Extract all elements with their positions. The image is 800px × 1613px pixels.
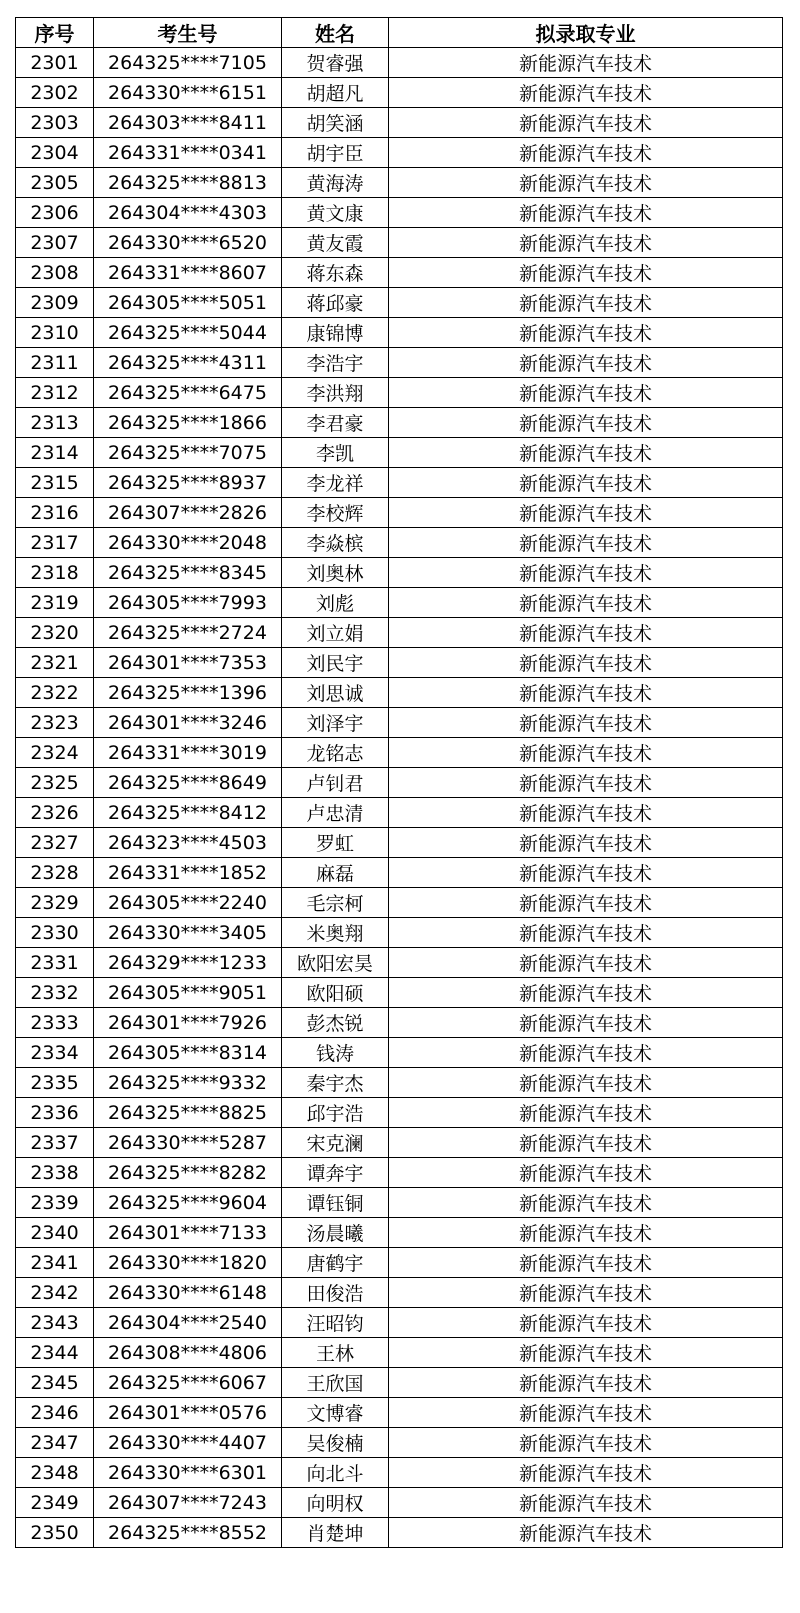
cell-name: 蒋邱豪 — [282, 288, 389, 318]
cell-seq: 2310 — [16, 318, 94, 348]
cell-exam-id: 264325****1396 — [94, 678, 282, 708]
cell-name: 宋克澜 — [282, 1128, 389, 1158]
cell-seq: 2343 — [16, 1308, 94, 1338]
cell-name: 邱宇浩 — [282, 1098, 389, 1128]
cell-major: 新能源汽车技术 — [389, 738, 783, 768]
cell-major: 新能源汽车技术 — [389, 438, 783, 468]
cell-seq: 2316 — [16, 498, 94, 528]
cell-major: 新能源汽车技术 — [389, 258, 783, 288]
cell-exam-id: 264303****8411 — [94, 108, 282, 138]
table-row — [16, 258, 783, 288]
cell-exam-id: 264325****8813 — [94, 168, 282, 198]
cell-seq: 2307 — [16, 228, 94, 258]
table-row — [16, 1338, 783, 1368]
cell-major: 新能源汽车技术 — [389, 1488, 783, 1518]
cell-seq: 2325 — [16, 768, 94, 798]
cell-exam-id: 264301****3246 — [94, 708, 282, 738]
cell-name: 欧阳宏昊 — [282, 948, 389, 978]
cell-exam-id: 264305****8314 — [94, 1038, 282, 1068]
cell-major: 新能源汽车技术 — [389, 408, 783, 438]
cell-major: 新能源汽车技术 — [389, 1188, 783, 1218]
cell-exam-id: 264330****5287 — [94, 1128, 282, 1158]
cell-seq: 2347 — [16, 1428, 94, 1458]
cell-exam-id: 264330****6148 — [94, 1278, 282, 1308]
cell-seq: 2304 — [16, 138, 94, 168]
cell-seq: 2328 — [16, 858, 94, 888]
cell-name: 田俊浩 — [282, 1278, 389, 1308]
cell-name: 刘民宇 — [282, 648, 389, 678]
cell-major: 新能源汽车技术 — [389, 558, 783, 588]
cell-seq: 2348 — [16, 1458, 94, 1488]
table-row — [16, 108, 783, 138]
cell-exam-id: 264330****1820 — [94, 1248, 282, 1278]
cell-major: 新能源汽车技术 — [389, 468, 783, 498]
cell-seq: 2303 — [16, 108, 94, 138]
cell-name: 李浩宇 — [282, 348, 389, 378]
cell-major: 新能源汽车技术 — [389, 1338, 783, 1368]
header-exam-id: 考生号 — [94, 18, 282, 48]
table-row — [16, 1308, 783, 1338]
header-name: 姓名 — [282, 18, 389, 48]
table-row — [16, 438, 783, 468]
table-row — [16, 168, 783, 198]
cell-exam-id: 264307****2826 — [94, 498, 282, 528]
table-row — [16, 1098, 783, 1128]
cell-seq: 2350 — [16, 1518, 94, 1548]
table-row — [16, 648, 783, 678]
cell-name: 康锦博 — [282, 318, 389, 348]
cell-exam-id: 264325****8649 — [94, 768, 282, 798]
cell-exam-id: 264325****1866 — [94, 408, 282, 438]
cell-major: 新能源汽车技术 — [389, 618, 783, 648]
table-row — [16, 978, 783, 1008]
cell-seq: 2314 — [16, 438, 94, 468]
cell-seq: 2344 — [16, 1338, 94, 1368]
cell-major: 新能源汽车技术 — [389, 1428, 783, 1458]
cell-exam-id: 264325****9332 — [94, 1068, 282, 1098]
cell-exam-id: 264305****5051 — [94, 288, 282, 318]
cell-major: 新能源汽车技术 — [389, 198, 783, 228]
cell-major: 新能源汽车技术 — [389, 1368, 783, 1398]
cell-name: 钱涛 — [282, 1038, 389, 1068]
cell-exam-id: 264305****7993 — [94, 588, 282, 618]
cell-major: 新能源汽车技术 — [389, 648, 783, 678]
cell-seq: 2332 — [16, 978, 94, 1008]
cell-major: 新能源汽车技术 — [389, 1128, 783, 1158]
table-row — [16, 948, 783, 978]
cell-name: 卢忠清 — [282, 798, 389, 828]
cell-name: 王欣国 — [282, 1368, 389, 1398]
cell-name: 胡笑涵 — [282, 108, 389, 138]
cell-major: 新能源汽车技术 — [389, 1098, 783, 1128]
cell-seq: 2324 — [16, 738, 94, 768]
cell-major: 新能源汽车技术 — [389, 528, 783, 558]
cell-exam-id: 264305****9051 — [94, 978, 282, 1008]
cell-seq: 2327 — [16, 828, 94, 858]
cell-major: 新能源汽车技术 — [389, 1278, 783, 1308]
cell-exam-id: 264325****8282 — [94, 1158, 282, 1188]
cell-name: 刘奥林 — [282, 558, 389, 588]
cell-seq: 2339 — [16, 1188, 94, 1218]
cell-major: 新能源汽车技术 — [389, 348, 783, 378]
table-row — [16, 918, 783, 948]
table-row — [16, 1038, 783, 1068]
cell-seq: 2308 — [16, 258, 94, 288]
cell-seq: 2320 — [16, 618, 94, 648]
cell-major: 新能源汽车技术 — [389, 978, 783, 1008]
cell-seq: 2311 — [16, 348, 94, 378]
table-row — [16, 288, 783, 318]
cell-seq: 2329 — [16, 888, 94, 918]
cell-seq: 2330 — [16, 918, 94, 948]
table-row — [16, 828, 783, 858]
cell-major: 新能源汽车技术 — [389, 798, 783, 828]
cell-name: 刘立娟 — [282, 618, 389, 648]
table-row — [16, 558, 783, 588]
cell-major: 新能源汽车技术 — [389, 288, 783, 318]
table-row — [16, 1008, 783, 1038]
cell-name: 向北斗 — [282, 1458, 389, 1488]
cell-name: 吴俊楠 — [282, 1428, 389, 1458]
header-row — [16, 18, 783, 48]
table-row — [16, 858, 783, 888]
cell-exam-id: 264325****9604 — [94, 1188, 282, 1218]
cell-seq: 2322 — [16, 678, 94, 708]
cell-name: 肖楚坤 — [282, 1518, 389, 1548]
cell-name: 李校辉 — [282, 498, 389, 528]
cell-seq: 2313 — [16, 408, 94, 438]
admission-table — [15, 17, 783, 1548]
table-row — [16, 798, 783, 828]
cell-major: 新能源汽车技术 — [389, 858, 783, 888]
cell-name: 刘泽宇 — [282, 708, 389, 738]
cell-exam-id: 264325****6067 — [94, 1368, 282, 1398]
cell-exam-id: 264325****8937 — [94, 468, 282, 498]
cell-major: 新能源汽车技术 — [389, 498, 783, 528]
cell-seq: 2301 — [16, 48, 94, 78]
cell-seq: 2319 — [16, 588, 94, 618]
cell-major: 新能源汽车技术 — [389, 948, 783, 978]
table-row — [16, 1458, 783, 1488]
cell-exam-id: 264304****4303 — [94, 198, 282, 228]
cell-name: 黄文康 — [282, 198, 389, 228]
cell-seq: 2341 — [16, 1248, 94, 1278]
cell-exam-id: 264325****4311 — [94, 348, 282, 378]
cell-exam-id: 264330****4407 — [94, 1428, 282, 1458]
table-row — [16, 528, 783, 558]
cell-major: 新能源汽车技术 — [389, 1518, 783, 1548]
cell-name: 李焱槟 — [282, 528, 389, 558]
cell-major: 新能源汽车技术 — [389, 1458, 783, 1488]
header-seq: 序号 — [16, 18, 94, 48]
table-row — [16, 678, 783, 708]
cell-exam-id: 264330****3405 — [94, 918, 282, 948]
table-row — [16, 1248, 783, 1278]
table-row — [16, 198, 783, 228]
cell-exam-id: 264325****7075 — [94, 438, 282, 468]
cell-name: 李洪翔 — [282, 378, 389, 408]
header-major: 拟录取专业 — [389, 18, 783, 48]
cell-major: 新能源汽车技术 — [389, 1068, 783, 1098]
cell-exam-id: 264331****3019 — [94, 738, 282, 768]
table-row — [16, 1218, 783, 1248]
cell-exam-id: 264325****8345 — [94, 558, 282, 588]
cell-seq: 2305 — [16, 168, 94, 198]
cell-name: 向明权 — [282, 1488, 389, 1518]
cell-exam-id: 264325****5044 — [94, 318, 282, 348]
cell-name: 李凯 — [282, 438, 389, 468]
cell-major: 新能源汽车技术 — [389, 318, 783, 348]
cell-name: 胡超凡 — [282, 78, 389, 108]
cell-major: 新能源汽车技术 — [389, 108, 783, 138]
table-row — [16, 348, 783, 378]
cell-exam-id: 264330****2048 — [94, 528, 282, 558]
cell-seq: 2323 — [16, 708, 94, 738]
cell-seq: 2315 — [16, 468, 94, 498]
cell-name: 王林 — [282, 1338, 389, 1368]
table-row — [16, 78, 783, 108]
cell-exam-id: 264305****2240 — [94, 888, 282, 918]
cell-seq: 2312 — [16, 378, 94, 408]
table-row — [16, 318, 783, 348]
cell-name: 秦宇杰 — [282, 1068, 389, 1098]
cell-major: 新能源汽车技术 — [389, 708, 783, 738]
cell-exam-id: 264325****8412 — [94, 798, 282, 828]
cell-exam-id: 264301****7353 — [94, 648, 282, 678]
cell-major: 新能源汽车技术 — [389, 138, 783, 168]
cell-name: 黄海涛 — [282, 168, 389, 198]
table-row — [16, 1068, 783, 1098]
cell-exam-id: 264325****8552 — [94, 1518, 282, 1548]
cell-seq: 2345 — [16, 1368, 94, 1398]
cell-major: 新能源汽车技术 — [389, 1218, 783, 1248]
cell-exam-id: 264308****4806 — [94, 1338, 282, 1368]
cell-exam-id: 264330****6520 — [94, 228, 282, 258]
cell-major: 新能源汽车技术 — [389, 78, 783, 108]
cell-seq: 2317 — [16, 528, 94, 558]
cell-exam-id: 264323****4503 — [94, 828, 282, 858]
cell-seq: 2335 — [16, 1068, 94, 1098]
cell-seq: 2331 — [16, 948, 94, 978]
table-row — [16, 1368, 783, 1398]
cell-name: 刘彪 — [282, 588, 389, 618]
cell-exam-id: 264325****7105 — [94, 48, 282, 78]
cell-name: 胡宇臣 — [282, 138, 389, 168]
table-row — [16, 588, 783, 618]
cell-exam-id: 264301****0576 — [94, 1398, 282, 1428]
cell-major: 新能源汽车技术 — [389, 168, 783, 198]
table-row — [16, 708, 783, 738]
cell-major: 新能源汽车技术 — [389, 1038, 783, 1068]
cell-major: 新能源汽车技术 — [389, 588, 783, 618]
table-row — [16, 498, 783, 528]
cell-major: 新能源汽车技术 — [389, 1398, 783, 1428]
table-row — [16, 738, 783, 768]
cell-name: 贺睿强 — [282, 48, 389, 78]
cell-seq: 2349 — [16, 1488, 94, 1518]
cell-major: 新能源汽车技术 — [389, 888, 783, 918]
cell-major: 新能源汽车技术 — [389, 378, 783, 408]
cell-seq: 2318 — [16, 558, 94, 588]
cell-name: 卢钊君 — [282, 768, 389, 798]
table-row — [16, 1488, 783, 1518]
cell-seq: 2333 — [16, 1008, 94, 1038]
table-row — [16, 1518, 783, 1548]
cell-exam-id: 264304****2540 — [94, 1308, 282, 1338]
table-row — [16, 378, 783, 408]
table-row — [16, 1278, 783, 1308]
table-row — [16, 138, 783, 168]
cell-exam-id: 264330****6151 — [94, 78, 282, 108]
cell-seq: 2302 — [16, 78, 94, 108]
table-row — [16, 408, 783, 438]
cell-major: 新能源汽车技术 — [389, 1308, 783, 1338]
cell-exam-id: 264331****1852 — [94, 858, 282, 888]
cell-major: 新能源汽车技术 — [389, 1158, 783, 1188]
cell-exam-id: 264325****6475 — [94, 378, 282, 408]
cell-seq: 2326 — [16, 798, 94, 828]
cell-seq: 2321 — [16, 648, 94, 678]
cell-exam-id: 264329****1233 — [94, 948, 282, 978]
cell-name: 米奥翔 — [282, 918, 389, 948]
cell-seq: 2336 — [16, 1098, 94, 1128]
cell-seq: 2334 — [16, 1038, 94, 1068]
cell-name: 彭杰锐 — [282, 1008, 389, 1038]
cell-major: 新能源汽车技术 — [389, 1248, 783, 1278]
cell-name: 李君豪 — [282, 408, 389, 438]
cell-name: 刘思诚 — [282, 678, 389, 708]
cell-name: 文博睿 — [282, 1398, 389, 1428]
cell-exam-id: 264331****8607 — [94, 258, 282, 288]
table-row — [16, 468, 783, 498]
cell-seq: 2346 — [16, 1398, 94, 1428]
cell-name: 李龙祥 — [282, 468, 389, 498]
cell-exam-id: 264331****0341 — [94, 138, 282, 168]
table-row — [16, 228, 783, 258]
cell-major: 新能源汽车技术 — [389, 768, 783, 798]
cell-major: 新能源汽车技术 — [389, 1008, 783, 1038]
table-row — [16, 1188, 783, 1218]
cell-name: 罗虹 — [282, 828, 389, 858]
cell-name: 毛宗柯 — [282, 888, 389, 918]
cell-major: 新能源汽车技术 — [389, 828, 783, 858]
cell-major: 新能源汽车技术 — [389, 228, 783, 258]
cell-exam-id: 264307****7243 — [94, 1488, 282, 1518]
table-row — [16, 618, 783, 648]
cell-seq: 2340 — [16, 1218, 94, 1248]
cell-major: 新能源汽车技术 — [389, 918, 783, 948]
cell-exam-id: 264301****7133 — [94, 1218, 282, 1248]
cell-name: 唐鹤宇 — [282, 1248, 389, 1278]
table-row — [16, 1398, 783, 1428]
table-row — [16, 888, 783, 918]
cell-seq: 2342 — [16, 1278, 94, 1308]
cell-seq: 2337 — [16, 1128, 94, 1158]
cell-name: 汤晨曦 — [282, 1218, 389, 1248]
cell-seq: 2306 — [16, 198, 94, 228]
cell-name: 黄友霞 — [282, 228, 389, 258]
cell-exam-id: 264301****7926 — [94, 1008, 282, 1038]
cell-name: 谭奔宇 — [282, 1158, 389, 1188]
table-row — [16, 48, 783, 78]
cell-name: 蒋东森 — [282, 258, 389, 288]
cell-seq: 2309 — [16, 288, 94, 318]
table-row — [16, 1158, 783, 1188]
cell-seq: 2338 — [16, 1158, 94, 1188]
cell-major: 新能源汽车技术 — [389, 48, 783, 78]
cell-exam-id: 264325****8825 — [94, 1098, 282, 1128]
cell-name: 谭钰铜 — [282, 1188, 389, 1218]
cell-name: 汪昭钧 — [282, 1308, 389, 1338]
cell-name: 龙铭志 — [282, 738, 389, 768]
cell-exam-id: 264330****6301 — [94, 1458, 282, 1488]
cell-exam-id: 264325****2724 — [94, 618, 282, 648]
cell-name: 麻磊 — [282, 858, 389, 888]
cell-name: 欧阳硕 — [282, 978, 389, 1008]
table-row — [16, 768, 783, 798]
table-row — [16, 1428, 783, 1458]
cell-major: 新能源汽车技术 — [389, 678, 783, 708]
table-row — [16, 1128, 783, 1158]
